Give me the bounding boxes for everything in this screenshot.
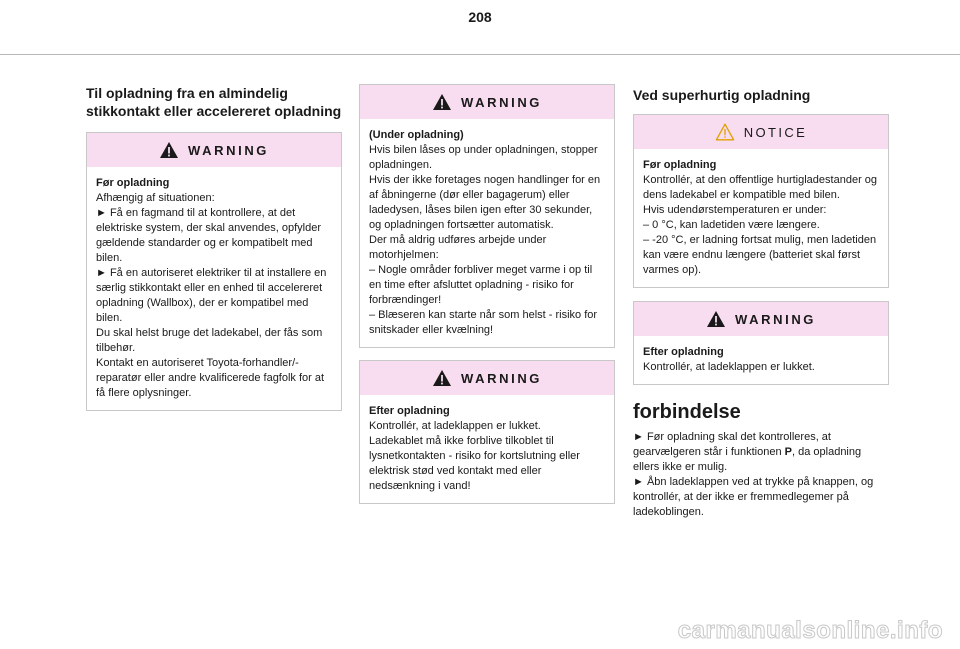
notice-line: – 0 °C, kan ladetiden være længere. (643, 219, 820, 231)
notice-label: NOTICE (743, 124, 808, 140)
warning-line: – Blæseren kan starte når som helst - risiko for snitskader eller kvælning! (369, 309, 598, 336)
warning-line: Kontrollér, at ladeklappen er lukket. (369, 420, 541, 432)
warning-body (634, 336, 888, 384)
watermark (575, 614, 945, 644)
warning-label: WARNING (460, 94, 543, 110)
column-1 (86, 84, 342, 411)
warning-header (87, 133, 341, 167)
notice-box-before-charging (633, 114, 889, 288)
connection-paragraph-1 (633, 430, 889, 475)
column-3 (633, 84, 889, 520)
section-heading-regular-charging: Til opladning fra en almindelig stikkontakt eller accelereret opladning (86, 85, 342, 119)
connection-text: ► Før opladning skal det kontrolleres, at gearvælgeren står i funktionen (633, 431, 831, 458)
warning-line: Hvis der ikke foretages nogen handlinger for en af åbningerne (dør eller bagagerum) eller ladedysen, låses bilen igen efter 30 sekunder, og opladningen fortsætter automatisk. (369, 174, 601, 231)
warning-header (360, 361, 614, 395)
warning-box-during-charging (359, 84, 615, 348)
warning-line: Ladekablet må ikke forblive tilkoblet til lysnetkontakten - risiko for kortslutning eller elektrisk stød ved kontakt med eller nedsænkning i vand! (369, 435, 580, 492)
warning-line: ► Få en autoriseret elektriker til at installere en særlig stikkontakt eller en enhed til accelereret opladning (Wallbox), der er kompatibel med bilen. (96, 267, 327, 324)
warning-triangle-icon (432, 369, 452, 387)
warning-triangle-icon (159, 141, 179, 159)
warning-label: WARNING (187, 142, 270, 158)
warning-subheading: (Under opladning) (369, 129, 464, 141)
warning-body (360, 395, 614, 503)
header-divider (0, 54, 960, 55)
warning-line: Hvis bilen låses op under opladningen, stopper opladningen. (369, 144, 598, 171)
gear-position-p: P (784, 446, 792, 458)
warning-box-after-superfast-charging (633, 301, 889, 385)
warning-line: Afhængig af situationen: (96, 192, 215, 204)
warning-box-after-charging (359, 360, 615, 504)
warning-subheading: Efter opladning (643, 346, 724, 358)
connection-body (633, 430, 889, 520)
warning-subheading: Efter opladning (369, 405, 450, 417)
warning-label: WARNING (734, 311, 817, 327)
warning-header (360, 85, 614, 119)
notice-line: – -20 °C, er ladning fortsat mulig, men ladetiden kan være endnu længere (batteriet skal først varmes op). (643, 234, 877, 276)
warning-label: WARNING (460, 370, 543, 386)
connection-text: , da opladning ellers ikke er mulig. (633, 446, 862, 473)
notice-line: Kontrollér, at den offentlige hurtigladestander og dens ladekabel er kompatible med bilen. (643, 174, 878, 201)
page-number: 208 (468, 9, 492, 25)
section-title-connection: forbindelse (633, 401, 741, 423)
notice-subheading: Før opladning (643, 159, 717, 171)
warning-line: Du skal helst bruge det ladekabel, der fås som tilbehør. (96, 327, 323, 354)
watermark-text: carmanualsonline.info (677, 617, 943, 644)
section-heading-superfast-charging: Ved superhurtig opladning (633, 87, 811, 103)
notice-header (634, 115, 888, 149)
connection-paragraph-2: ► Åbn ladeklappen ved at trykke på knappen, og kontrollér, at der ikke er fremmedlegemer på ladekoblingen. (633, 476, 874, 518)
warning-line: Der må aldrig udføres arbejde under motorhjelmen: (369, 234, 547, 261)
notice-line: Hvis udendørstemperaturen er under: (643, 204, 827, 216)
warning-subheading: Før opladning (96, 177, 170, 189)
warning-header (634, 302, 888, 336)
connection-section (633, 400, 889, 520)
warning-line: ► Få en fagmand til at kontrollere, at det elektriske system, der skal anvendes, opfylder gældende standarder og er kompatibelt med bilen. (96, 207, 321, 264)
warning-body (87, 167, 341, 410)
column-2 (359, 84, 615, 504)
warning-triangle-icon (432, 93, 452, 111)
notice-body (634, 149, 888, 287)
notice-triangle-icon (715, 123, 735, 141)
warning-box-before-charging (86, 132, 342, 411)
warning-line: Kontrollér, at ladeklappen er lukket. (643, 361, 815, 373)
warning-line: Kontakt en autoriseret Toyota-forhandler/-reparatør eller andre kvalificerede fagfolk for at få flere oplysninger. (96, 357, 325, 399)
warning-line: – Nogle områder forbliver meget varme i op til en time efter afsluttet opladning - risiko for forbrændinger! (369, 264, 593, 306)
warning-body (360, 119, 614, 347)
warning-triangle-icon (706, 310, 726, 328)
